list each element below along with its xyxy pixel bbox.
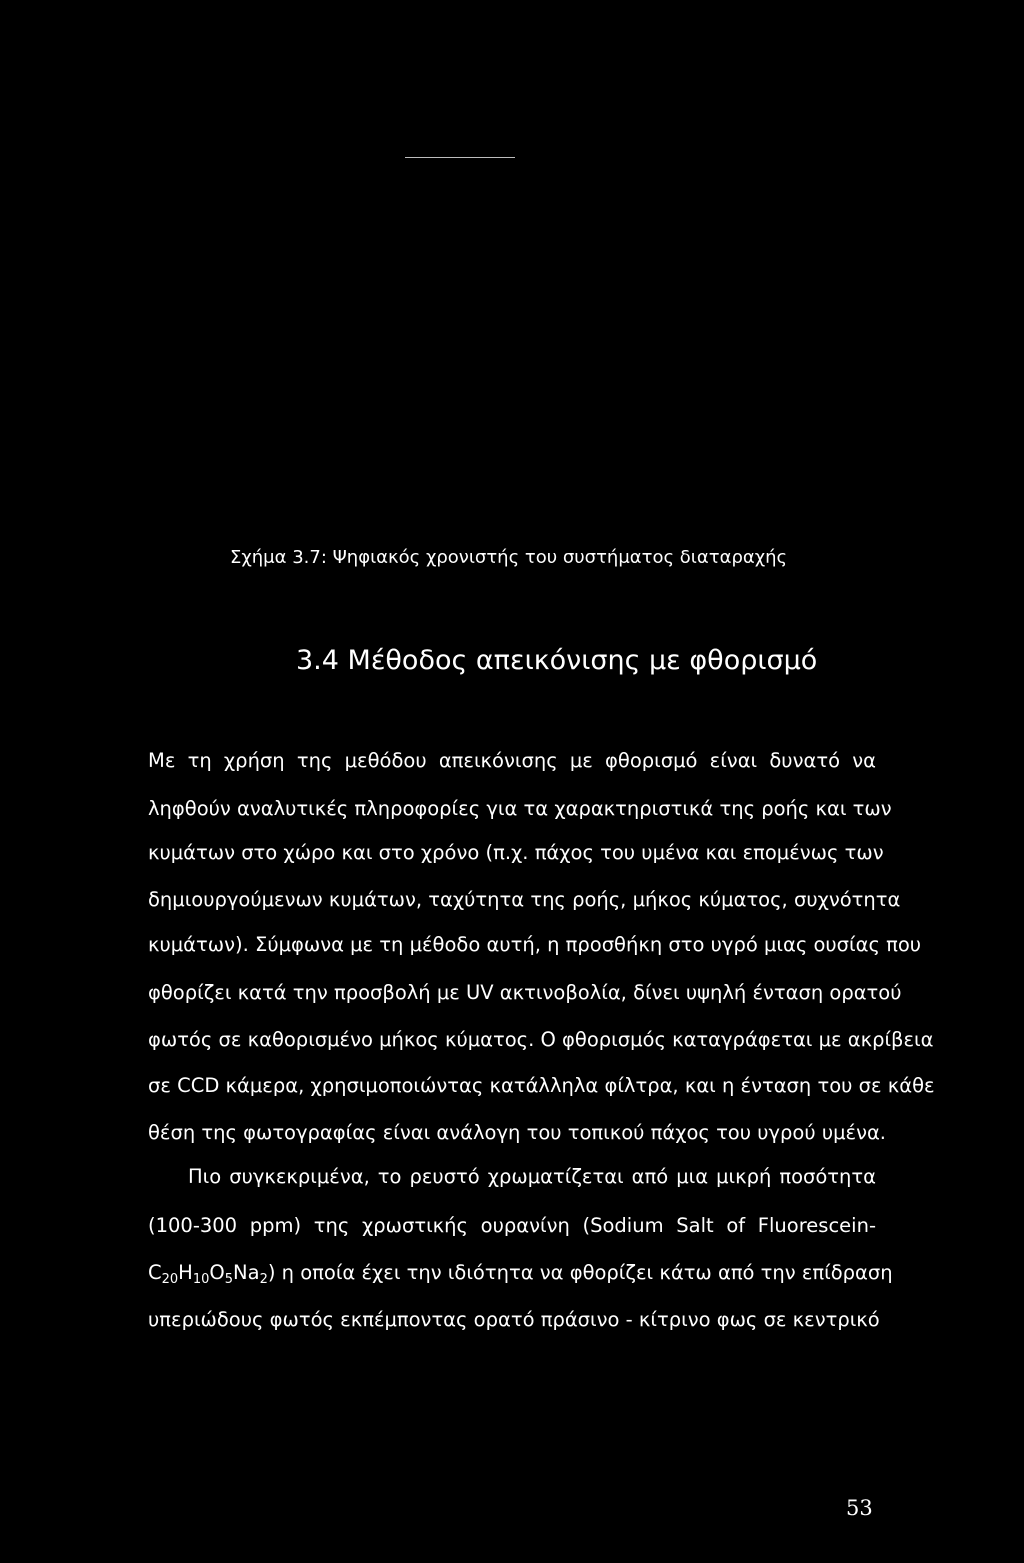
paragraph1-line-4: δημιουργούμενων κυμάτων, ταχύτητα της ροής, μήκος κύματος, συχνότητα xyxy=(148,888,901,911)
section-heading: 3.4 Μέθοδος απεικόνισης με φθορισμό xyxy=(296,645,818,676)
formula-c-subscript: 20 xyxy=(161,1272,179,1287)
paragraph2-line-3 xyxy=(148,1259,893,1294)
formula-h-subscript: 10 xyxy=(192,1272,210,1287)
formula-o: O xyxy=(209,1261,225,1284)
paragraph2-line-1: Πιο συγκεκριμένα, το ρευστό χρωματίζεται από μια μικρή ποσότητα xyxy=(188,1165,876,1188)
formula-o-subscript: 5 xyxy=(224,1272,234,1287)
formula-na-subscript: 2 xyxy=(259,1272,268,1287)
paragraph2-line-2: (100-300 ppm) της χρωστικής ουρανίνη (Sodium Salt of Fluorescein- xyxy=(148,1214,876,1237)
paragraph2-line-3-text: η οποία έχει την ιδιότητα να φθορίζει κάτω από την επίδραση xyxy=(275,1261,893,1284)
paragraph1-line-1: Με τη χρήση της μεθόδου απεικόνισης με φθορισμό είναι δυνατό να xyxy=(148,749,876,772)
formula-na: Na xyxy=(233,1261,260,1284)
formula-h: H xyxy=(178,1261,193,1284)
paragraph1-line-9: θέση της φωτογραφίας είναι ανάλογη του τοπικού πάχος του υγρού υμένα. xyxy=(148,1121,887,1144)
paragraph1-line-8: σε CCD κάμερα, χρησιμοποιώντας κατάλληλα φίλτρα, και η ένταση του σε κάθε xyxy=(148,1074,935,1097)
formula-c: C xyxy=(148,1261,162,1284)
paragraph1-line-7: φωτός σε καθορισμένο μήκος κύματος. Ο φθορισμός καταγράφεται με ακρίβεια xyxy=(148,1028,934,1051)
top-rule xyxy=(405,157,515,158)
formula-close-paren: ) xyxy=(267,1261,276,1284)
figure-caption: Σχήμα 3.7: Ψηφιακός χρονιστής του συστήματος διαταραχής xyxy=(230,547,788,568)
paragraph1-line-6: φθορίζει κατά την προσβολή με UV ακτινοβολία, δίνει υψηλή ένταση ορατού xyxy=(148,981,902,1004)
paragraph1-line-5: κυμάτων). Σύμφωνα με τη μέθοδο αυτή, η προσθήκη στο υγρό μιας ουσίας που xyxy=(148,933,922,956)
paragraph1-line-3: κυμάτων στο χώρο και στο χρόνο (π.χ. πάχος του υμένα και επομένως των xyxy=(148,841,884,864)
paragraph2-line-4: υπεριώδους φωτός εκπέμποντας ορατό πράσινο - κίτρινο φως σε κεντρικό xyxy=(148,1308,880,1331)
paragraph1-line-2: ληφθούν αναλυτικές πληροφορίες για τα χαρακτηριστικά της ροής και των xyxy=(148,797,892,820)
page-number: 53 xyxy=(846,1496,873,1520)
